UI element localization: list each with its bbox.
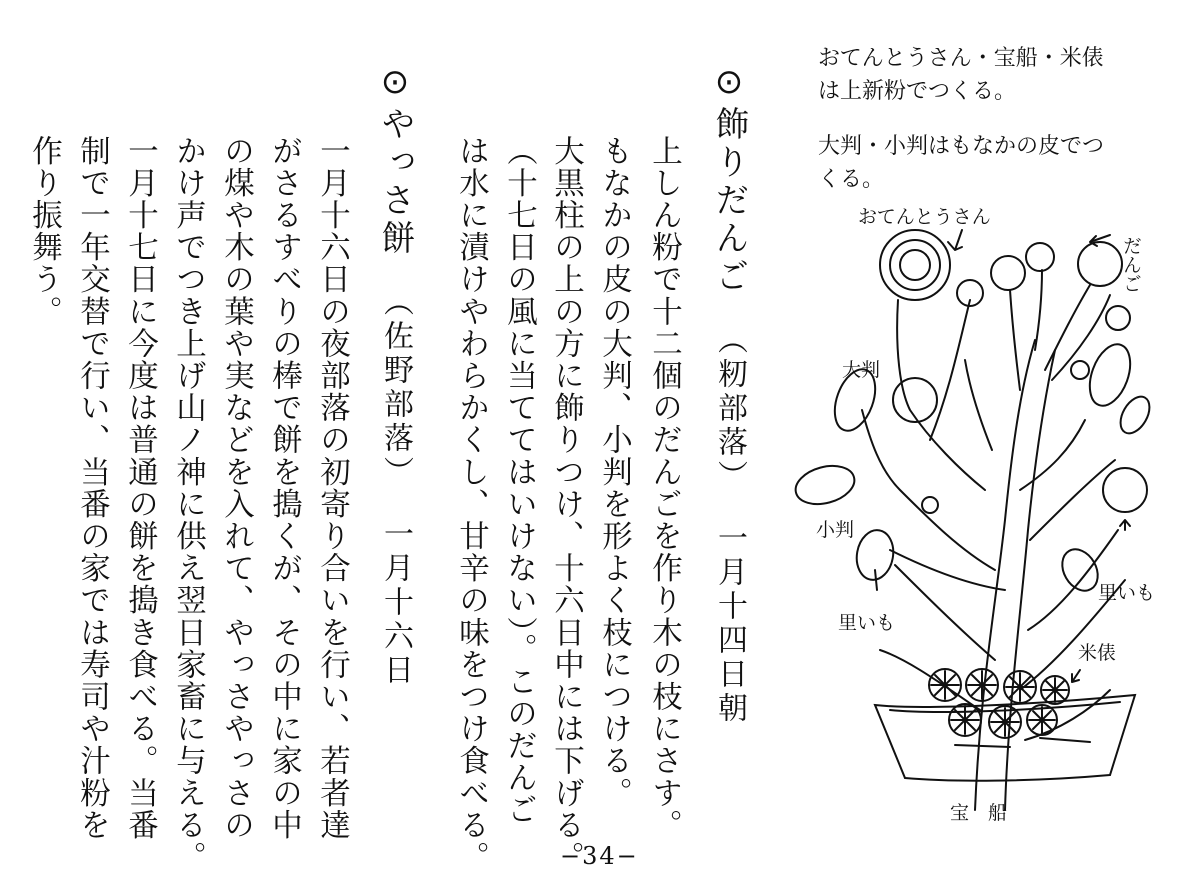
section1-place: （籾部落）	[712, 324, 747, 494]
section2-title: やっさ餅	[375, 106, 415, 258]
label-ooban: 大判	[842, 359, 881, 381]
label-komedawara: 米俵	[1078, 642, 1117, 664]
caption-materials	[818, 42, 1104, 108]
caption-line: くる。	[818, 167, 885, 192]
section2-line: の煤や木の葉や実などを入れて、やっさやっさの	[218, 135, 254, 842]
section2-place: （佐野部落）	[378, 286, 413, 490]
rice-bales	[929, 669, 1069, 738]
section2-line: 一月十七日に今度は普通の餅を搗き食べる。当番	[122, 135, 158, 842]
section1-line: もなかの皮の大判、小判を形よく枝につける。	[596, 135, 632, 810]
section1-line: 上しん粉で十二個のだんごを作り木の枝にさす。	[646, 135, 682, 842]
section1-title: 飾りだんご	[709, 106, 749, 296]
section2-line: 作り振舞う。	[26, 135, 62, 328]
section2-line: かけ声でつき上げ山ノ神に供え翌日家畜に与える。	[170, 135, 206, 874]
section2-heading	[375, 62, 415, 688]
tree-trunk	[1005, 350, 1055, 810]
label-koban: 小判	[816, 519, 855, 541]
section1-line: （十七日の風に当ててはいけない）。このだんご	[501, 135, 537, 826]
page-number: −34−	[560, 842, 639, 870]
circle-dot-icon: ⊙	[709, 62, 749, 106]
section2-date: 一月十六日	[378, 518, 413, 688]
section1-date: 一月十四日朝	[712, 522, 747, 726]
section1-heading	[709, 62, 749, 726]
caption-line: おてんとうさん・宝船・米俵	[818, 46, 1104, 71]
caption-line: は上新粉でつくる。	[818, 79, 1017, 104]
label-dango: だんご	[1120, 236, 1142, 293]
caption-monaka	[818, 130, 1104, 196]
caption-line: 大判・小判はもなかの皮でつ	[818, 134, 1105, 159]
label-satoimo-left: 里いも	[838, 612, 896, 634]
label-satoimo-right: 里いも	[1098, 582, 1156, 604]
section1-line: 大黒柱の上の方に飾りつけ、十六日中には下げる。	[548, 135, 584, 874]
label-takarabune: 宝 船	[950, 802, 1008, 824]
section2-line: 一月十六日の夜部落の初寄り合いを行い、若者達	[314, 135, 350, 842]
section2-line: 制で一年交替で行い、当番の家では寿司や汁粉を	[74, 135, 110, 842]
section2-line: がさるすべりの棒で餅を搗くが、その中に家の中	[266, 135, 302, 842]
section1-line: は水に漬けやわらかくし、甘辛の味をつけ食べる。	[453, 135, 489, 874]
circle-dot-icon: ⊙	[375, 62, 415, 106]
label-otentousan: おてんとうさん	[858, 206, 991, 228]
